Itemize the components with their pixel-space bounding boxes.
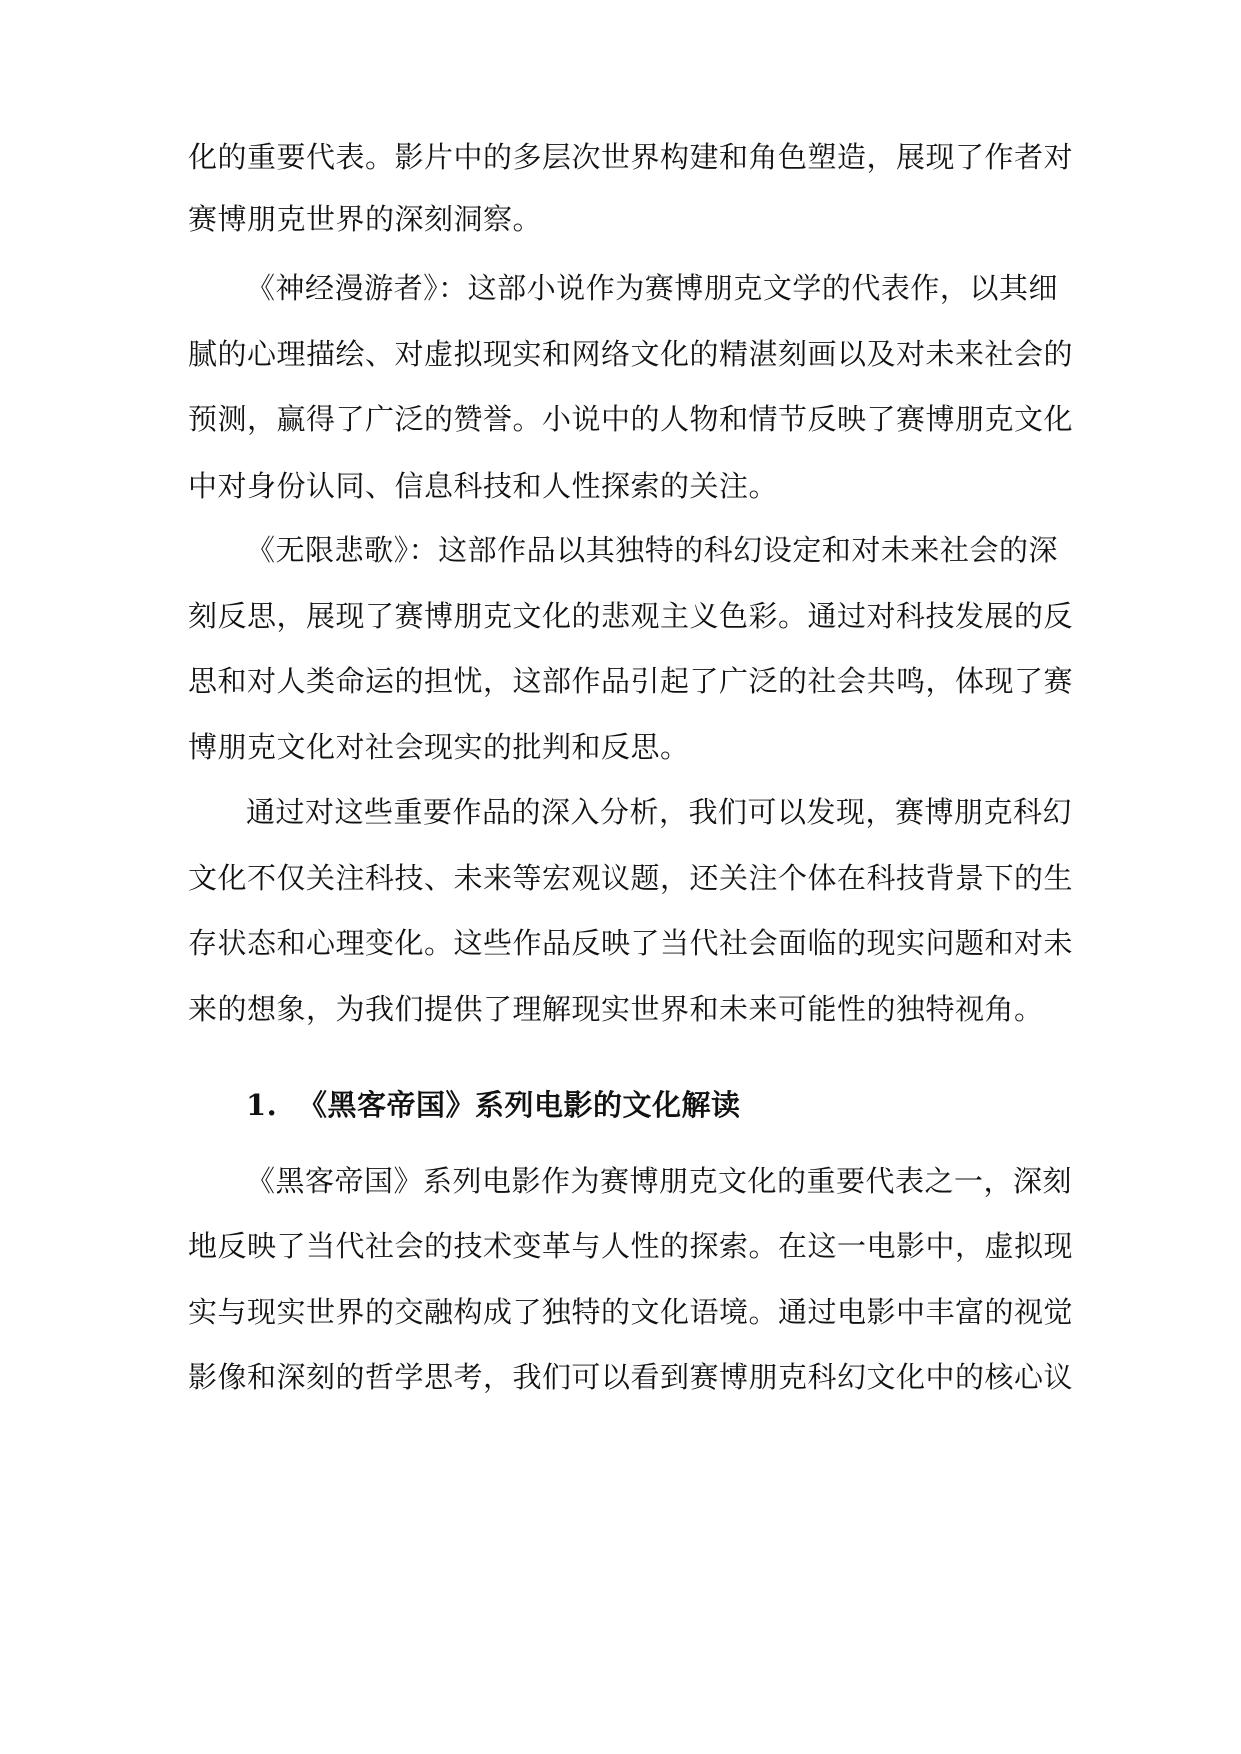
paragraph-line: 化的重要代表。影片中的多层次世界构建和角色塑造，展现了作者对: [188, 140, 1074, 174]
paragraph-line: 《神经漫游者》：这部小说作为赛博朋克文学的代表作，以其细: [246, 271, 1058, 305]
paragraph-line: 存状态和心理变化。这些作品反映了当代社会面临的现实问题和对未: [188, 926, 1074, 960]
paragraph-line: 《无限悲歌》：这部作品以其独特的科幻设定和对未来社会的深: [246, 533, 1058, 567]
paragraph-line: 地反映了当代社会的技术变革与人性的探索。在这一电影中，虚拟现: [188, 1229, 1074, 1263]
paragraph-line: 《黑客帝国》系列电影作为赛博朋克文化的重要代表之一，深刻: [246, 1164, 1073, 1198]
paragraph-line: 腻的心理描绘、对虚拟现实和网络文化的精湛刻画以及对未来社会的: [188, 337, 1074, 371]
paragraph-line: 实与现实世界的交融构成了独特的文化语境。通过电影中丰富的视觉: [188, 1295, 1074, 1329]
paragraph-line: 来的想象，为我们提供了理解现实世界和未来可能性的独特视角。: [188, 992, 1044, 1026]
section-heading-number: 1.: [246, 1088, 278, 1122]
section-heading-text: 《黑客帝国》系列电影的文化解读: [298, 1088, 741, 1122]
paragraph-line: 通过对这些重要作品的深入分析，我们可以发现，赛博朋克科幻: [246, 795, 1073, 829]
paragraph-line: 中对身份认同、信息科技和人性探索的关注。: [188, 469, 779, 503]
paragraph-line: 影像和深刻的哲学思考，我们可以看到赛博朋克科幻文化中的核心议: [188, 1360, 1074, 1394]
paragraph-line: 思和对人类命运的担忧，这部作品引起了广泛的社会共鸣，体现了赛: [188, 664, 1074, 698]
paragraph-line: 文化不仅关注科技、未来等宏观议题，还关注个体在科技背景下的生: [188, 861, 1074, 895]
section-heading: [246, 1085, 741, 1125]
paragraph-line: 博朋克文化对社会现实的批判和反思。: [188, 730, 690, 764]
paragraph-line: 预测，赢得了广泛的赞誉。小说中的人物和情节反映了赛博朋克文化: [188, 402, 1074, 436]
paragraph-line: 刻反思，展现了赛博朋克文化的悲观主义色彩。通过对科技发展的反: [188, 599, 1074, 633]
paragraph-line: 赛博朋克世界的深刻洞察。: [188, 202, 543, 236]
